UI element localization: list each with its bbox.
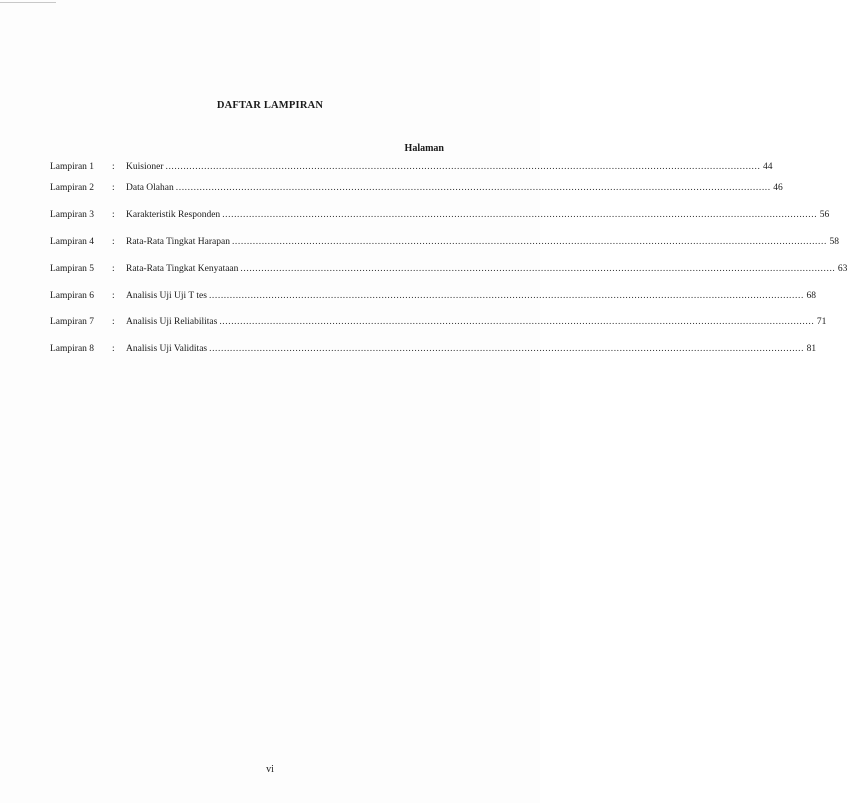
list-item — [50, 262, 847, 276]
dot-leader: ........................................................................................................................................................................................................ — [209, 344, 805, 354]
separator: : — [112, 291, 115, 301]
appendix-page-number: 63 — [837, 264, 847, 274]
separator: : — [112, 264, 115, 274]
appendix-page-number: 56 — [819, 210, 830, 220]
appendix-label: Lampiran 3 — [50, 210, 95, 220]
appendix-title: Data Olahan — [126, 183, 174, 193]
separator: : — [112, 183, 115, 193]
separator: : — [112, 344, 115, 354]
appendix-page-number: 44 — [762, 162, 773, 172]
appendix-title: Kuisioner — [126, 162, 164, 172]
separator: : — [112, 237, 115, 247]
appendix-title: Karakteristik Responden — [126, 210, 221, 220]
separator: : — [112, 317, 115, 327]
separator: : — [112, 210, 115, 220]
separator: : — [112, 162, 115, 172]
appendix-label: Lampiran 2 — [50, 183, 95, 193]
page-title: DAFTAR LAMPIRAN — [216, 100, 324, 111]
appendix-label: Lampiran 6 — [50, 291, 95, 301]
list-item — [50, 315, 827, 329]
list-item — [50, 208, 830, 222]
appendix-title: Analisis Uji Validitas — [126, 344, 208, 354]
page-column-header: Halaman — [404, 143, 444, 154]
appendix-title: Rata-Rata Tingkat Harapan — [126, 237, 230, 247]
appendix-page-number: 58 — [829, 237, 839, 247]
scan-edge-mark — [0, 2, 56, 3]
appendix-page-number: 81 — [806, 344, 817, 354]
dot-leader: ........................................................................................................................................................................................................ — [231, 237, 827, 247]
appendix-label: Lampiran 5 — [50, 264, 95, 274]
list-item — [50, 289, 816, 303]
appendix-label: Lampiran 4 — [50, 237, 95, 247]
dot-leader: ........................................................................................................................................................................................................ — [208, 291, 804, 301]
appendix-page-number: 71 — [816, 317, 827, 327]
list-item — [50, 181, 783, 195]
list-item — [50, 160, 773, 174]
list-item — [50, 342, 817, 356]
appendix-label: Lampiran 7 — [50, 317, 95, 327]
appendix-label: Lampiran 1 — [50, 162, 95, 172]
appendix-label: Lampiran 8 — [50, 344, 95, 354]
appendix-title: Rata-Rata Tingkat Kenyataan — [126, 264, 239, 274]
page-number: vi — [266, 764, 274, 775]
appendix-title: Analisis Uji Uji T tes — [126, 291, 207, 301]
dot-leader: ........................................................................................................................................................................................................ — [175, 183, 771, 193]
list-item — [50, 235, 839, 249]
dot-leader: ........................................................................................................................................................................................................ — [219, 317, 815, 327]
dot-leader: ........................................................................................................................................................................................................ — [165, 162, 761, 172]
appendix-title: Analisis Uji Reliabilitas — [126, 317, 218, 327]
appendix-page-number: 46 — [773, 183, 783, 193]
appendix-page-number: 68 — [806, 291, 816, 301]
dot-leader: ........................................................................................................................................................................................................ — [222, 210, 818, 220]
dot-leader: ........................................................................................................................................................................................................ — [240, 264, 836, 274]
